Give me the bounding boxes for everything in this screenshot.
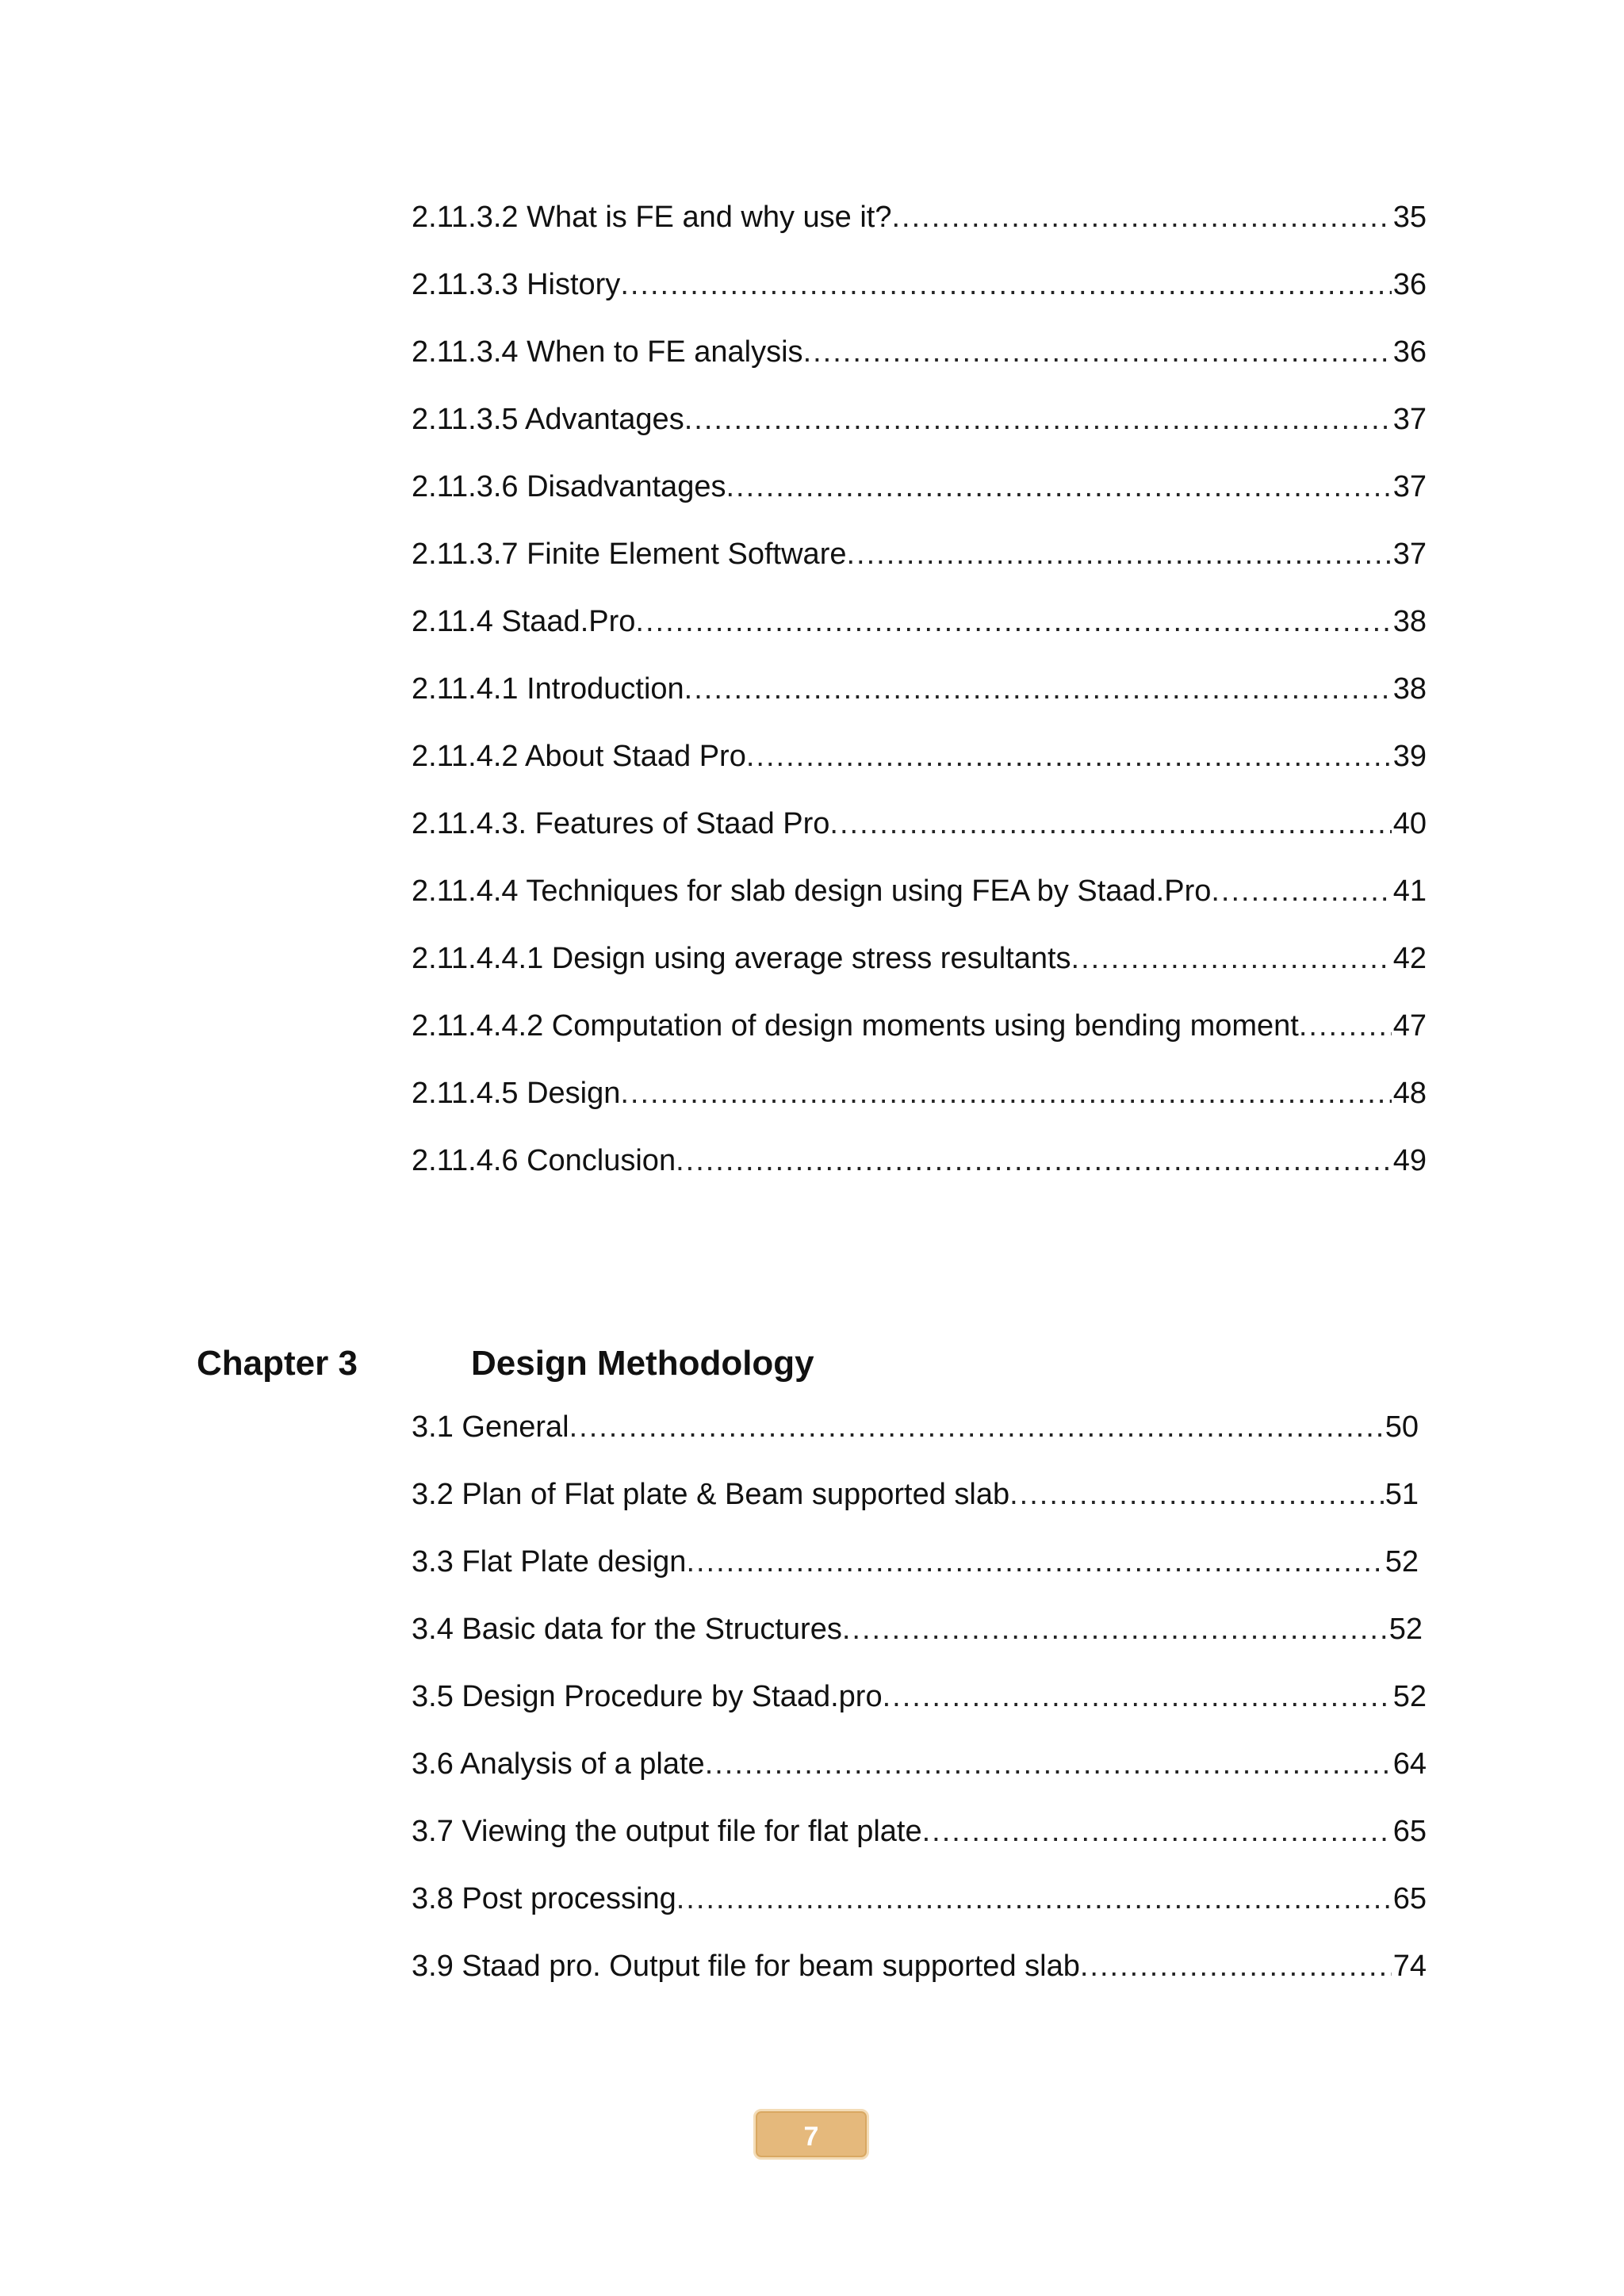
toc-entry-3-4[interactable]	[412, 1605, 1423, 1653]
toc-leader-dots	[684, 396, 1392, 443]
toc-entry-page: 49	[1392, 1144, 1427, 1177]
toc-entry-page: 37	[1392, 403, 1427, 436]
toc-entry-2-11-3-4[interactable]	[412, 328, 1427, 376]
toc-entry-2-11-4-5[interactable]	[412, 1070, 1427, 1117]
toc-entry-2-11-4-4-1[interactable]	[412, 935, 1427, 982]
toc-entry-2-11-3-3[interactable]	[412, 261, 1427, 308]
page-number-badge: 7	[753, 2109, 869, 2160]
toc-leader-dots	[1211, 867, 1391, 915]
toc-entry-label: 3.8 Post processing	[412, 1882, 676, 1915]
toc-entry-label: 2.11.4.4.1 Design using average stress resultants	[412, 942, 1071, 975]
toc-entry-page: 64	[1392, 1747, 1427, 1781]
toc-entry-page: 38	[1392, 672, 1427, 706]
toc-entry-label: 3.6 Analysis of a plate	[412, 1747, 705, 1781]
toc-entry-2-11-3-2[interactable]	[412, 193, 1427, 241]
toc-leader-dots	[705, 1740, 1392, 1788]
toc-entry-page: 37	[1392, 470, 1427, 503]
toc-entry-page: 52	[1388, 1613, 1423, 1646]
toc-leader-dots	[676, 1137, 1392, 1184]
toc-leader-dots	[892, 193, 1392, 241]
toc-entry-3-7[interactable]	[412, 1808, 1427, 1855]
toc-entry-label: 2.11.3.2 What is FE and why use it?	[412, 201, 892, 234]
toc-entry-label: 3.7 Viewing the output file for flat plate	[412, 1815, 922, 1848]
toc-entry-label: 2.11.4.2 About Staad Pro	[412, 740, 746, 773]
toc-leader-dots	[829, 800, 1391, 848]
toc-entry-page: 42	[1392, 942, 1427, 975]
toc-leader-dots	[620, 1070, 1391, 1117]
toc-entry-2-11-3-7[interactable]	[412, 530, 1427, 578]
toc-entry-label: 3.2 Plan of Flat plate & Beam supported slab	[412, 1478, 1010, 1511]
toc-leader-dots	[726, 463, 1391, 511]
toc-leader-dots	[1080, 1942, 1392, 1990]
toc-entry-page: 65	[1392, 1882, 1427, 1915]
chapter-title: Design Methodology	[471, 1344, 814, 1383]
toc-entry-page: 52	[1385, 1545, 1419, 1578]
toc-entry-page: 35	[1392, 201, 1427, 234]
toc-entry-label: 2.11.4.3. Features of Staad Pro	[412, 807, 830, 840]
toc-leader-dots	[569, 1403, 1384, 1451]
toc-entry-page: 47	[1392, 1009, 1427, 1043]
toc-entry-2-11-4-4[interactable]	[412, 867, 1427, 915]
toc-entry-label: 2.11.4.5 Design	[412, 1077, 621, 1110]
toc-entry-3-5[interactable]	[412, 1673, 1427, 1720]
toc-leader-dots	[922, 1808, 1392, 1855]
toc-entry-page: 36	[1392, 335, 1427, 369]
toc-entry-label: 3.9 Staad pro. Output file for beam supported slab	[412, 1950, 1080, 1983]
toc-entry-label: 2.11.4.4 Techniques for slab design using FEA by Staad.Pro	[412, 874, 1212, 908]
toc-entry-label: 2.11.3.3 History	[412, 268, 621, 301]
toc-leader-dots	[1071, 935, 1392, 982]
toc-leader-dots	[684, 665, 1392, 713]
toc-entry-2-11-4-3[interactable]	[412, 800, 1427, 848]
toc-entry-label: 3.3 Flat Plate design	[412, 1545, 687, 1578]
toc-entry-2-11-3-6[interactable]	[412, 463, 1427, 511]
toc-leader-dots	[686, 1538, 1383, 1586]
toc-entry-label: 2.11.4.1 Introduction	[412, 672, 684, 706]
toc-leader-dots	[746, 733, 1392, 780]
toc-entry-3-6[interactable]	[412, 1740, 1427, 1788]
toc-leader-dots	[803, 328, 1392, 376]
toc-entry-3-2[interactable]	[412, 1471, 1419, 1518]
toc-leader-dots	[676, 1875, 1392, 1923]
toc-entry-label: 2.11.3.7 Finite Element Software	[412, 538, 847, 571]
toc-entry-3-9[interactable]	[412, 1942, 1427, 1990]
toc-entry-label: 3.1 General	[412, 1410, 569, 1444]
toc-entry-2-11-4-4-2[interactable]	[412, 1002, 1427, 1050]
toc-entry-page: 50	[1385, 1410, 1419, 1444]
toc-leader-dots	[842, 1605, 1388, 1653]
toc-entry-page: 48	[1392, 1077, 1427, 1110]
toc-entry-label: 2.11.4 Staad.Pro	[412, 605, 636, 638]
toc-entry-label: 3.4 Basic data for the Structures	[412, 1613, 842, 1646]
toc-entry-page: 65	[1392, 1815, 1427, 1848]
toc-leader-dots	[620, 261, 1391, 308]
toc-entry-label: 2.11.3.5 Advantages	[412, 403, 684, 436]
toc-leader-dots	[846, 530, 1391, 578]
toc-leader-dots	[1299, 1002, 1392, 1050]
toc-entry-3-1[interactable]	[412, 1403, 1419, 1451]
toc-entry-label: 2.11.3.6 Disadvantages	[412, 470, 726, 503]
toc-entry-label: 2.11.3.4 When to FE analysis	[412, 335, 803, 369]
toc-entry-page: 40	[1392, 807, 1427, 840]
toc-entry-page: 41	[1392, 874, 1427, 908]
toc-entry-3-3[interactable]	[412, 1538, 1419, 1586]
toc-entry-3-8[interactable]	[412, 1875, 1427, 1923]
toc-entry-page: 51	[1385, 1478, 1419, 1511]
toc-leader-dots	[1009, 1471, 1384, 1518]
chapter-number: Chapter 3	[197, 1344, 358, 1383]
toc-entry-page: 74	[1392, 1950, 1427, 1983]
toc-entry-page: 37	[1392, 538, 1427, 571]
toc-leader-dots	[635, 598, 1391, 645]
toc-entry-label: 2.11.4.4.2 Computation of design moments using bending moment	[412, 1009, 1299, 1043]
toc-entry-2-11-4-2[interactable]	[412, 733, 1427, 780]
toc-entry-2-11-4[interactable]	[412, 598, 1427, 645]
toc-entry-page: 38	[1392, 605, 1427, 638]
toc-entry-page: 39	[1392, 740, 1427, 773]
toc-leader-dots	[883, 1673, 1392, 1720]
toc-entry-2-11-3-5[interactable]	[412, 396, 1427, 443]
toc-entry-label: 2.11.4.6 Conclusion	[412, 1144, 676, 1177]
toc-entry-page: 52	[1392, 1680, 1427, 1713]
toc-entry-label: 3.5 Design Procedure by Staad.pro	[412, 1680, 883, 1713]
toc-entry-page: 36	[1392, 268, 1427, 301]
toc-entry-2-11-4-1[interactable]	[412, 665, 1427, 713]
toc-entry-2-11-4-6[interactable]	[412, 1137, 1427, 1184]
